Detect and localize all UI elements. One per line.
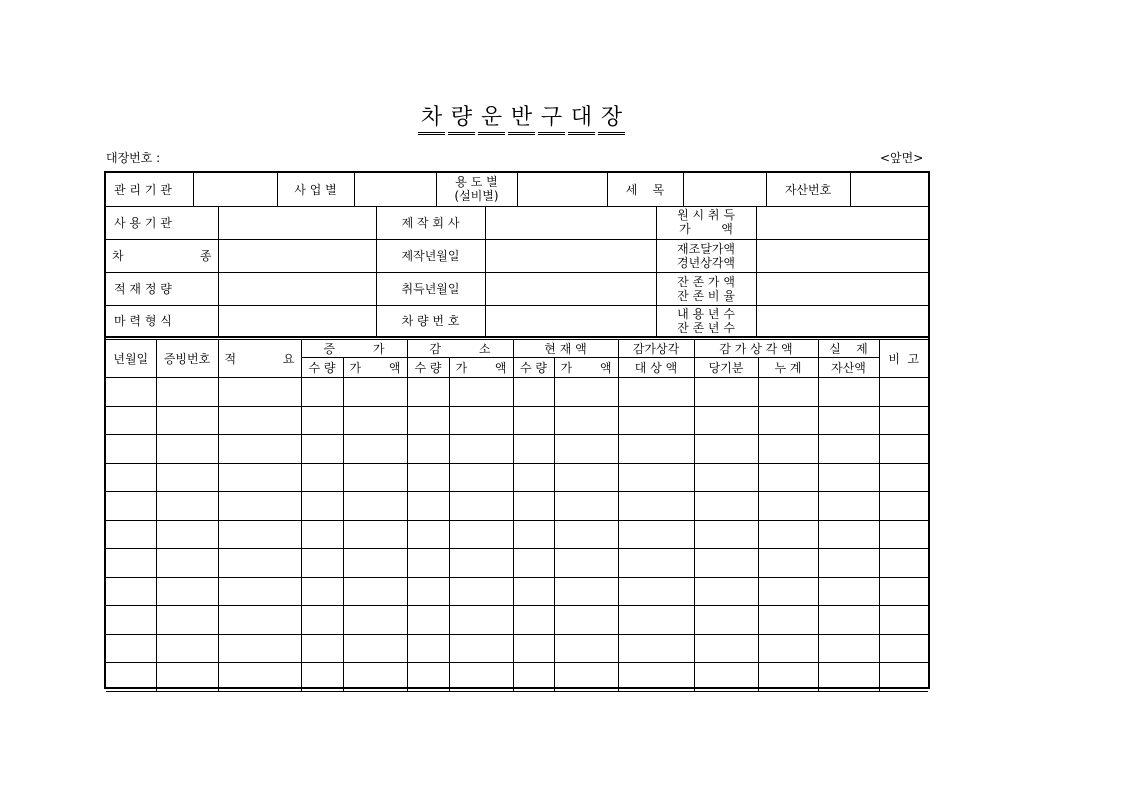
ledger-cell[interactable]: [818, 406, 879, 435]
col-cumulative: 누 계: [758, 358, 818, 378]
ledger-cell[interactable]: [694, 577, 758, 606]
ledger-cell[interactable]: [513, 549, 554, 578]
replacement-cost-line2: 경년상각액: [677, 255, 735, 270]
user-org-label: 사 용 기 관: [106, 206, 218, 239]
ledger-cell[interactable]: [449, 406, 513, 435]
ledger-cell[interactable]: [758, 435, 818, 464]
load-capacity-label: 적 재 정 량: [106, 272, 218, 305]
ledger-cell[interactable]: [106, 549, 156, 578]
ledger-cell[interactable]: [218, 378, 301, 407]
ledger-cell[interactable]: [301, 606, 343, 635]
load-capacity-field[interactable]: [218, 272, 376, 305]
ledger-cell[interactable]: [156, 492, 218, 521]
title-char: 량: [448, 100, 475, 135]
amount-b: 액: [494, 361, 507, 375]
useful-life-line1: 내 용 년 수: [677, 306, 735, 321]
ledger-cell[interactable]: [879, 634, 928, 663]
ledger-cell[interactable]: [106, 378, 156, 407]
ledger-cell[interactable]: [879, 463, 928, 492]
vehicle-info-table: [106, 173, 928, 207]
ledger-cell[interactable]: [694, 378, 758, 407]
ledger-cell[interactable]: [618, 663, 694, 692]
col-remarks: 비 고: [879, 339, 928, 378]
ledger-cell[interactable]: [156, 463, 218, 492]
ledger-cell[interactable]: [301, 520, 343, 549]
ledger-cell[interactable]: [618, 435, 694, 464]
col-dec-qty: 수 량: [407, 358, 449, 378]
ledger-cell[interactable]: [554, 663, 618, 692]
use-by-label: [436, 173, 517, 206]
ledger-cell[interactable]: [449, 606, 513, 635]
ledger-cell[interactable]: [758, 406, 818, 435]
ledger-cell[interactable]: [218, 549, 301, 578]
ledger-cell[interactable]: [818, 435, 879, 464]
item-field[interactable]: [683, 173, 766, 206]
ledger-cell[interactable]: [758, 378, 818, 407]
ledger-cell[interactable]: [343, 435, 407, 464]
ledger-cell[interactable]: [554, 463, 618, 492]
residual-value-line2: 잔 존 비 율: [677, 288, 735, 303]
item-label: 세 목: [607, 173, 683, 206]
ledger-cell[interactable]: [449, 634, 513, 663]
manufacturer-label: 제 작 회 사: [376, 206, 485, 239]
ledger-entries-table: [106, 337, 928, 692]
ledger-cell[interactable]: [758, 463, 818, 492]
ledger-cell[interactable]: [106, 577, 156, 606]
residual-value-label: [656, 272, 756, 305]
ledger-cell[interactable]: [513, 634, 554, 663]
ledger-cell[interactable]: [156, 549, 218, 578]
ledger-cell[interactable]: [407, 435, 449, 464]
ledger-cell[interactable]: [449, 492, 513, 521]
table-row: [106, 663, 928, 692]
ledger-cell[interactable]: [301, 492, 343, 521]
front-side-label: <앞면>: [880, 151, 924, 165]
ledger-cell[interactable]: [618, 406, 694, 435]
col-cur-amount: [554, 358, 618, 378]
horsepower-label: 마 력 형 식: [106, 305, 218, 336]
manufacturer-field[interactable]: [485, 206, 656, 239]
ledger-cell[interactable]: [301, 435, 343, 464]
vehicle-type-field[interactable]: [218, 239, 376, 272]
ledger-cell[interactable]: [218, 634, 301, 663]
ledger-cell[interactable]: [301, 663, 343, 692]
col-dep-target-line2: 대 상 액: [618, 358, 694, 378]
table-row: [106, 606, 928, 635]
ledger-cell[interactable]: [758, 663, 818, 692]
ledger-cell[interactable]: [156, 378, 218, 407]
ledger-cell[interactable]: [554, 406, 618, 435]
ledger-number-label: 대장번호 :: [106, 151, 161, 165]
ledger-cell[interactable]: [694, 463, 758, 492]
col-inc-qty: 수 량: [301, 358, 343, 378]
col-dep-target-line1: 감가상각: [618, 339, 694, 358]
ledger-cell[interactable]: [156, 435, 218, 464]
ledger-cell[interactable]: [618, 606, 694, 635]
replacement-cost-line1: 재조달가액: [677, 241, 735, 256]
use-by-field[interactable]: [517, 173, 607, 206]
ledger-cell[interactable]: [218, 492, 301, 521]
ledger-cell[interactable]: [513, 663, 554, 692]
residual-value-field[interactable]: [756, 272, 928, 305]
ledger-cell[interactable]: [301, 549, 343, 578]
ledger-cell[interactable]: [694, 492, 758, 521]
ledger-cell[interactable]: [818, 549, 879, 578]
decrease-a: 감: [429, 342, 442, 356]
ledger-cell[interactable]: [513, 606, 554, 635]
ledger-cell[interactable]: [301, 634, 343, 663]
ledger-cell[interactable]: [554, 577, 618, 606]
ledger-cell[interactable]: [818, 606, 879, 635]
ledger-cell[interactable]: [301, 406, 343, 435]
ledger-cell[interactable]: [694, 406, 758, 435]
title-char: 구: [538, 100, 565, 135]
col-dec-amount: [449, 358, 513, 378]
col-dep-amount: 감 가 상 각 액: [694, 339, 818, 358]
ledger-cell[interactable]: [879, 378, 928, 407]
use-by-line1: 용 도 별: [455, 175, 498, 190]
ledger-cell[interactable]: [218, 577, 301, 606]
increase-a: 증: [323, 342, 336, 356]
ledger-cell[interactable]: [449, 378, 513, 407]
ledger-cell[interactable]: [407, 492, 449, 521]
ledger-cell[interactable]: [449, 463, 513, 492]
col-inc-amount: [343, 358, 407, 378]
ledger-cell[interactable]: [554, 492, 618, 521]
ledger-cell[interactable]: [694, 663, 758, 692]
business-field[interactable]: [354, 173, 436, 206]
ledger-cell[interactable]: [554, 634, 618, 663]
ledger-cell[interactable]: [218, 435, 301, 464]
ledger-cell[interactable]: [513, 378, 554, 407]
ledger-cell[interactable]: [554, 378, 618, 407]
useful-life-label: [656, 305, 756, 336]
ledger-cell[interactable]: [407, 577, 449, 606]
ledger-cell[interactable]: [879, 663, 928, 692]
asset-no-label: 자산번호: [766, 173, 850, 206]
table-row: [106, 435, 928, 464]
ledger-cell[interactable]: [407, 463, 449, 492]
asset-no-field[interactable]: [850, 173, 928, 206]
vehicle-detail-table: [106, 206, 928, 337]
ledger-cell[interactable]: [156, 406, 218, 435]
ledger-cell[interactable]: [879, 520, 928, 549]
replacement-cost-label: [656, 239, 756, 272]
table-row: [106, 634, 928, 663]
residual-value-line1: 잔 존 가 액: [677, 274, 735, 289]
title-char: 차: [418, 100, 445, 135]
ledger-cell[interactable]: [449, 520, 513, 549]
ledger-cell[interactable]: [879, 435, 928, 464]
ledger-body: [106, 378, 928, 692]
ledger-cell[interactable]: [758, 520, 818, 549]
table-row: [106, 520, 928, 549]
vehicle-number-label: 차 량 번 호: [376, 305, 485, 336]
ledger-cell[interactable]: [343, 378, 407, 407]
horsepower-field[interactable]: [218, 305, 376, 336]
ledger-cell[interactable]: [156, 606, 218, 635]
ledger-cell[interactable]: [758, 606, 818, 635]
amount-a: 가: [349, 361, 362, 375]
table-row: [106, 463, 928, 492]
ledger-cell[interactable]: [106, 463, 156, 492]
col-summary: [218, 339, 301, 378]
ledger-cell[interactable]: [818, 463, 879, 492]
ledger-cell[interactable]: [879, 406, 928, 435]
amount-a: 가: [455, 361, 468, 375]
amount-a: 가: [560, 361, 573, 375]
useful-life-field[interactable]: [756, 305, 928, 336]
ledger-cell[interactable]: [218, 606, 301, 635]
ledger-cell[interactable]: [218, 663, 301, 692]
ledger-cell[interactable]: [554, 520, 618, 549]
ledger-cell[interactable]: [818, 663, 879, 692]
col-actual-line1: 실 제: [818, 339, 879, 358]
ledger-cell[interactable]: [106, 663, 156, 692]
summary-b: 요: [282, 352, 295, 366]
ledger-cell[interactable]: [343, 577, 407, 606]
acquisition-date-field[interactable]: [485, 272, 656, 305]
table-row: [106, 549, 928, 578]
mgmt-org-field[interactable]: [193, 173, 277, 206]
vehicle-type-a: 차: [112, 249, 124, 263]
ledger-cell[interactable]: [301, 378, 343, 407]
ledger-cell[interactable]: [218, 520, 301, 549]
ledger-cell[interactable]: [758, 549, 818, 578]
title-char: 운: [478, 100, 505, 135]
ledger-cell[interactable]: [879, 606, 928, 635]
ledger-cell[interactable]: [818, 520, 879, 549]
ledger-cell[interactable]: [879, 492, 928, 521]
ledger-cell[interactable]: [758, 492, 818, 521]
title-char: 장: [598, 100, 625, 135]
ledger-cell[interactable]: [618, 549, 694, 578]
ledger-cell[interactable]: [694, 520, 758, 549]
ledger-cell[interactable]: [218, 406, 301, 435]
ledger-cell[interactable]: [449, 663, 513, 692]
mgmt-org-label: 관 리 기 관: [106, 173, 193, 206]
ledger-cell[interactable]: [513, 406, 554, 435]
ledger-cell[interactable]: [343, 549, 407, 578]
vehicle-type-b: 종: [199, 249, 212, 263]
ledger-cell[interactable]: [106, 606, 156, 635]
ledger-cell[interactable]: [301, 577, 343, 606]
original-cost-label: [656, 206, 756, 239]
original-cost-field[interactable]: [756, 206, 928, 239]
ledger-cell[interactable]: [343, 406, 407, 435]
ledger-cell[interactable]: [407, 606, 449, 635]
ledger-cell[interactable]: [513, 463, 554, 492]
ledger-cell[interactable]: [343, 520, 407, 549]
ledger-cell[interactable]: [106, 492, 156, 521]
ledger-cell[interactable]: [407, 406, 449, 435]
ledger-cell[interactable]: [618, 378, 694, 407]
ledger-cell[interactable]: [449, 549, 513, 578]
ledger-cell[interactable]: [694, 606, 758, 635]
ledger-cell[interactable]: [818, 577, 879, 606]
acquisition-date-label: 취득년월일: [376, 272, 485, 305]
ledger-cell[interactable]: [343, 634, 407, 663]
user-org-field[interactable]: [218, 206, 376, 239]
ledger-cell[interactable]: [694, 549, 758, 578]
ledger-cell[interactable]: [879, 549, 928, 578]
manufacture-date-field[interactable]: [485, 239, 656, 272]
ledger-cell[interactable]: [343, 492, 407, 521]
col-voucher: 증빙번호: [156, 339, 218, 378]
ledger-cell[interactable]: [343, 663, 407, 692]
ledger-cell[interactable]: [106, 435, 156, 464]
ledger-cell[interactable]: [513, 492, 554, 521]
original-cost-line1: 원 시 취 득: [677, 208, 735, 223]
summary-a: 적: [224, 352, 237, 366]
ledger-cell[interactable]: [554, 606, 618, 635]
ledger-cell[interactable]: [513, 435, 554, 464]
page-title: [418, 100, 628, 135]
decrease-b: 소: [478, 342, 491, 356]
useful-life-line2: 잔 존 년 수: [677, 320, 735, 335]
ledger-cell[interactable]: [513, 520, 554, 549]
col-date: 년월일: [106, 339, 156, 378]
ledger-cell[interactable]: [879, 577, 928, 606]
original-cost-line2: 가 액: [679, 222, 733, 237]
ledger-cell[interactable]: [818, 634, 879, 663]
ledger-cell[interactable]: [106, 520, 156, 549]
col-current: 현 재 액: [513, 339, 618, 358]
ledger-cell[interactable]: [343, 463, 407, 492]
increase-b: 가: [372, 342, 385, 356]
business-label: 사 업 별: [277, 173, 354, 206]
ledger-cell[interactable]: [513, 577, 554, 606]
ledger-cell[interactable]: [694, 435, 758, 464]
col-cur-qty: 수 량: [513, 358, 554, 378]
ledger-cell[interactable]: [618, 577, 694, 606]
ledger-cell[interactable]: [758, 577, 818, 606]
ledger-cell[interactable]: [301, 463, 343, 492]
ledger-cell[interactable]: [407, 663, 449, 692]
ledger-cell[interactable]: [156, 634, 218, 663]
ledger-cell[interactable]: [554, 549, 618, 578]
ledger-cell[interactable]: [694, 634, 758, 663]
ledger-cell[interactable]: [449, 577, 513, 606]
ledger-cell[interactable]: [407, 378, 449, 407]
table-row: [106, 378, 928, 407]
ledger-cell[interactable]: [156, 520, 218, 549]
ledger-cell[interactable]: [618, 492, 694, 521]
title-char: 반: [508, 100, 535, 135]
ledger-cell[interactable]: [618, 520, 694, 549]
replacement-cost-field[interactable]: [756, 239, 928, 272]
vehicle-type-label: [106, 239, 218, 272]
ledger-cell[interactable]: [407, 549, 449, 578]
ledger-cell[interactable]: [156, 663, 218, 692]
table-row: [106, 492, 928, 521]
ledger-cell[interactable]: [554, 435, 618, 464]
col-actual-line2: 자산액: [818, 358, 879, 378]
amount-b: 액: [599, 361, 612, 375]
ledger-cell[interactable]: [618, 634, 694, 663]
table-row: [106, 406, 928, 435]
ledger-cell[interactable]: [218, 463, 301, 492]
ledger-cell[interactable]: [758, 634, 818, 663]
ledger-cell[interactable]: [449, 435, 513, 464]
ledger-cell[interactable]: [407, 634, 449, 663]
title-char: 대: [568, 100, 595, 135]
ledger-cell[interactable]: [818, 378, 879, 407]
ledger-form: [104, 171, 930, 689]
amount-b: 액: [388, 361, 401, 375]
ledger-cell[interactable]: [106, 634, 156, 663]
ledger-cell[interactable]: [407, 520, 449, 549]
table-row: [106, 577, 928, 606]
ledger-cell[interactable]: [156, 577, 218, 606]
col-this-period: 당기분: [694, 358, 758, 378]
vehicle-number-field[interactable]: [485, 305, 656, 336]
col-decrease: [407, 339, 513, 358]
ledger-cell[interactable]: [343, 606, 407, 635]
col-increase: [301, 339, 407, 358]
ledger-cell[interactable]: [818, 492, 879, 521]
ledger-cell[interactable]: [618, 463, 694, 492]
use-by-line2: (설비별): [454, 189, 499, 204]
manufacture-date-label: 제작년월일: [376, 239, 485, 272]
ledger-cell[interactable]: [106, 406, 156, 435]
